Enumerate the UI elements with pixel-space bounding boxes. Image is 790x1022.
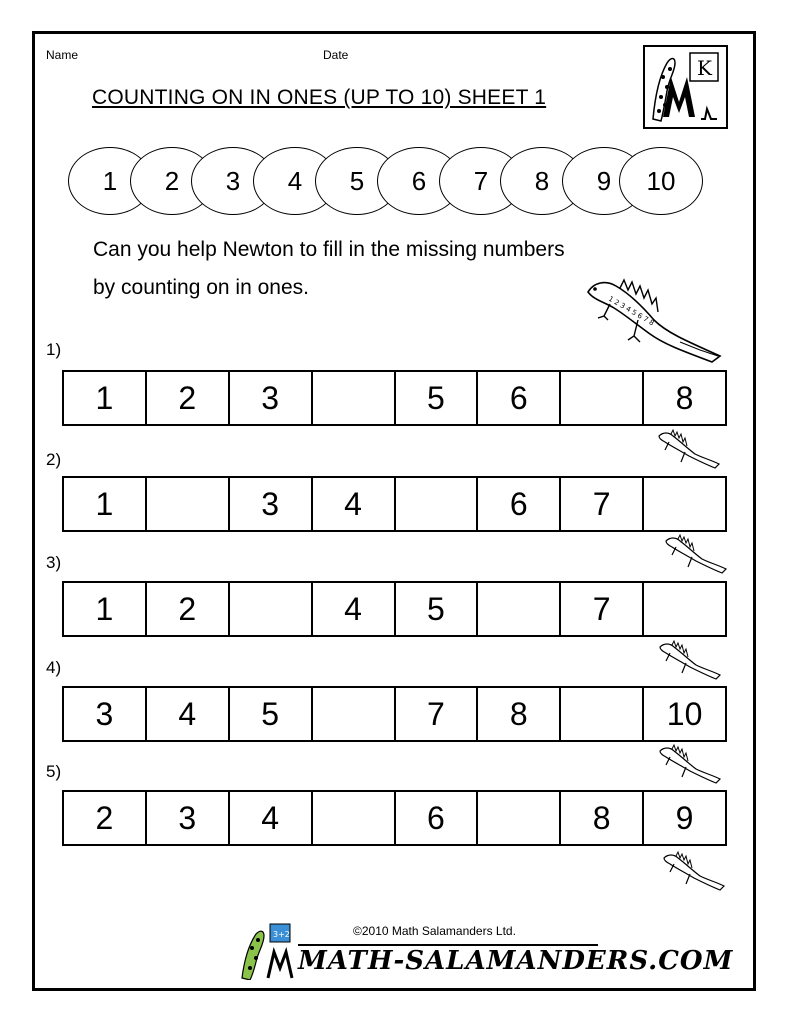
small-salamander-icon [662, 533, 728, 577]
number-oval: 2 [130, 147, 214, 215]
copyright-text: ©2010 Math Salamanders Ltd. [353, 924, 516, 938]
number-cell: 4 [147, 688, 230, 740]
small-salamander-icon [656, 743, 722, 787]
number-row-4 [62, 686, 727, 742]
number-row-5 [62, 790, 727, 846]
blank-cell[interactable] [313, 372, 396, 424]
number-cell: 3 [64, 688, 147, 740]
number-oval: 1 [68, 147, 152, 215]
page-title: COUNTING ON IN ONES (UP TO 10) SHEET 1 [92, 86, 547, 109]
question-label: 2) [46, 450, 62, 469]
date-label: Date [323, 48, 349, 62]
question-label: 4) [46, 658, 62, 677]
number-cell: 8 [478, 688, 561, 740]
svg-text:3+2: 3+2 [273, 930, 290, 939]
number-cell: 6 [478, 372, 561, 424]
blank-cell[interactable] [147, 478, 230, 530]
svg-text:1 2 3 4 5 6 7 8: 1 2 3 4 5 6 7 8 [607, 294, 656, 328]
number-cell: 8 [561, 792, 644, 844]
blank-cell[interactable] [478, 583, 561, 635]
number-oval: 4 [253, 147, 337, 215]
number-oval: 9 [562, 147, 646, 215]
number-oval: 3 [191, 147, 275, 215]
number-cell: 5 [396, 583, 479, 635]
number-cell: 3 [230, 478, 313, 530]
salamander-illustration-icon [580, 270, 730, 370]
blank-cell[interactable] [561, 688, 644, 740]
number-cell: 6 [478, 478, 561, 530]
number-cell: 9 [675, 799, 694, 836]
small-salamander-icon [655, 428, 721, 472]
number-row-1 [62, 370, 727, 426]
number-oval: 10 [619, 147, 703, 215]
blank-cell[interactable] [644, 583, 725, 635]
number-cell: 4 [313, 478, 396, 530]
instructions-line-1: Can you help Newton to fill in the missing numbers [93, 238, 565, 261]
blank-cell[interactable] [313, 688, 396, 740]
number-cell: 4 [313, 583, 396, 635]
number-cell: 2 [147, 583, 230, 635]
small-salamander-icon [656, 639, 722, 683]
blank-cell[interactable] [644, 478, 725, 530]
number-cell: 2 [147, 372, 230, 424]
footer-salamander-logo-icon [236, 922, 298, 980]
number-cell: 7 [561, 583, 644, 635]
number-row-3 [62, 581, 727, 637]
number-cell: 8 [675, 379, 694, 416]
question-label: 1) [46, 340, 62, 359]
number-cell: 7 [561, 478, 644, 530]
number-oval: 5 [315, 147, 399, 215]
salamander-logo-badge [643, 45, 728, 129]
blank-cell[interactable] [561, 372, 644, 424]
number-cell: 1 [64, 478, 147, 530]
blank-cell[interactable] [230, 583, 313, 635]
number-line [68, 147, 708, 217]
number-cell: 4 [230, 792, 313, 844]
number-oval: 8 [500, 147, 584, 215]
number-cell: 6 [396, 792, 479, 844]
salamander-logo-icon [645, 47, 726, 127]
small-salamander-icon [660, 850, 726, 894]
site-name: MATH-SALAMANDERS.COM [298, 946, 734, 976]
number-oval: 6 [377, 147, 461, 215]
number-cell: 1 [64, 372, 147, 424]
blank-cell[interactable] [313, 792, 396, 844]
number-cell: 3 [230, 372, 313, 424]
number-cell: 5 [396, 372, 479, 424]
blank-cell[interactable] [396, 478, 479, 530]
question-label: 5) [46, 762, 62, 781]
instructions-line-2: by counting on in ones. [93, 276, 309, 299]
number-cell: 10 [666, 695, 703, 732]
logo-letter: K [697, 56, 712, 80]
number-cell: 5 [230, 688, 313, 740]
number-cell: 2 [64, 792, 147, 844]
blank-cell[interactable] [478, 792, 561, 844]
number-cell: 7 [396, 688, 479, 740]
number-oval: 7 [439, 147, 523, 215]
number-row-2 [62, 476, 727, 532]
question-label: 3) [46, 553, 62, 572]
number-cell: 3 [147, 792, 230, 844]
instructions [93, 231, 653, 307]
number-cell: 1 [64, 583, 147, 635]
name-label: Name [46, 48, 79, 62]
